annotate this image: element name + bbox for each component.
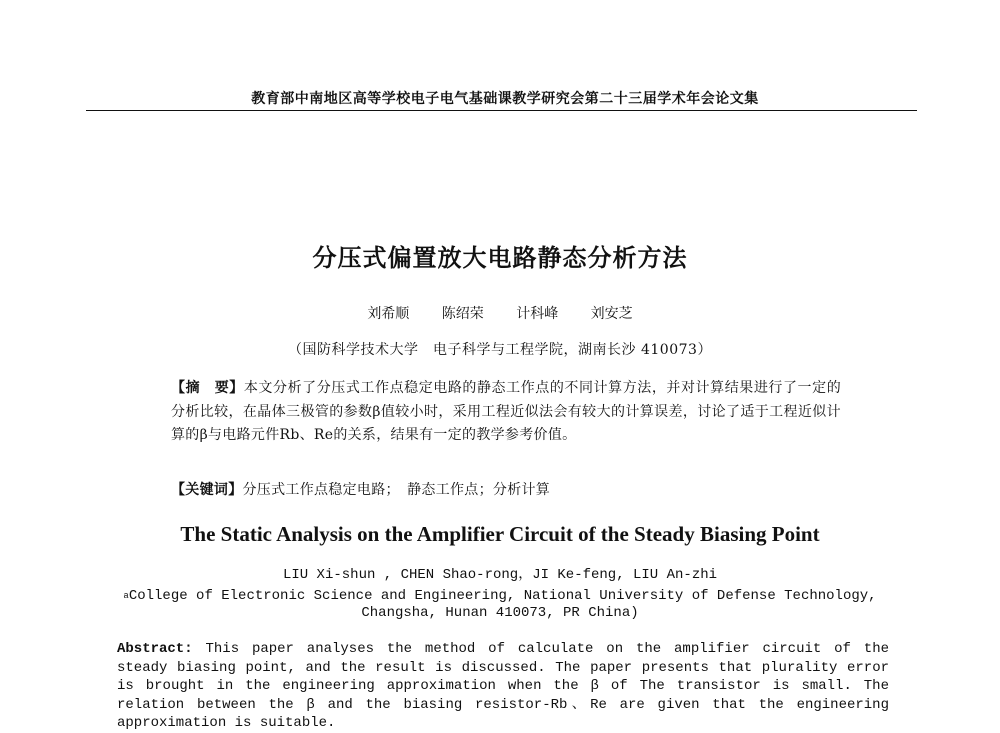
affiliation-line: Changsha, Hunan 410073, PR China) bbox=[361, 605, 639, 621]
header-rule bbox=[86, 110, 917, 111]
chinese-keywords bbox=[171, 479, 841, 499]
affiliation-mark: a bbox=[123, 591, 129, 601]
chinese-authors bbox=[0, 303, 1000, 323]
english-title: The Static Analysis on the Amplifier Circuit of the Steady Biasing Point bbox=[180, 522, 820, 546]
author-name: 计科峰 bbox=[516, 306, 559, 322]
affiliation-line: $^a$College of Electronic Science and Engineering, National University of Defense Technology, bbox=[123, 588, 877, 604]
keywords-label: 【关键词】 bbox=[171, 482, 243, 498]
english-abstract bbox=[117, 640, 889, 733]
author-name: 刘安芝 bbox=[590, 306, 633, 322]
keywords-text: 分压式工作点稳定电路； 静态工作点；分析计算 bbox=[242, 482, 551, 498]
author-name: 陈绍荣 bbox=[441, 306, 484, 322]
abstract-text: This paper analyses the method of calculate on the amplifier circuit of the steady biasing point, and the result is discussed. The paper presents that plurality error is brought in the engineering approximation when the β of The transistor is small. The relation between the β and the biasing resistor-Rb、Re are given that the engineering approximation is suitable. bbox=[117, 641, 889, 732]
chinese-affiliation: （国防科学技术大学 电子科学与工程学院，湖南长沙 410073） bbox=[288, 342, 712, 358]
author-name: 刘希顺 bbox=[367, 306, 410, 322]
english-affiliation bbox=[0, 588, 1000, 622]
abstract-label: Abstract: bbox=[117, 641, 193, 657]
chinese-title: 分压式偏置放大电路静态分析方法 bbox=[312, 244, 688, 272]
chinese-abstract bbox=[171, 377, 841, 448]
abstract-label: 【摘 要】 bbox=[171, 380, 244, 396]
abstract-text: 本文分析了分压式工作点稳定电路的静态工作点的不同计算方法，并对计算结果进行了一定的分析比较，在晶体三极管的参数β值较小时，采用工程近似法会有较大的计算误差，讨论了适于工程近似计算的β与电路元件Rb、Re的关系，结果有一定的教学参考价值。 bbox=[171, 380, 841, 443]
english-authors: LIU Xi-shun , CHEN Shao-rong，JI Ke-feng, LIU An-zhi bbox=[282, 567, 718, 583]
running-head: 教育部中南地区高等学校电子电气基础课教学研究会第二十三届学术年会论文集 bbox=[251, 91, 759, 107]
